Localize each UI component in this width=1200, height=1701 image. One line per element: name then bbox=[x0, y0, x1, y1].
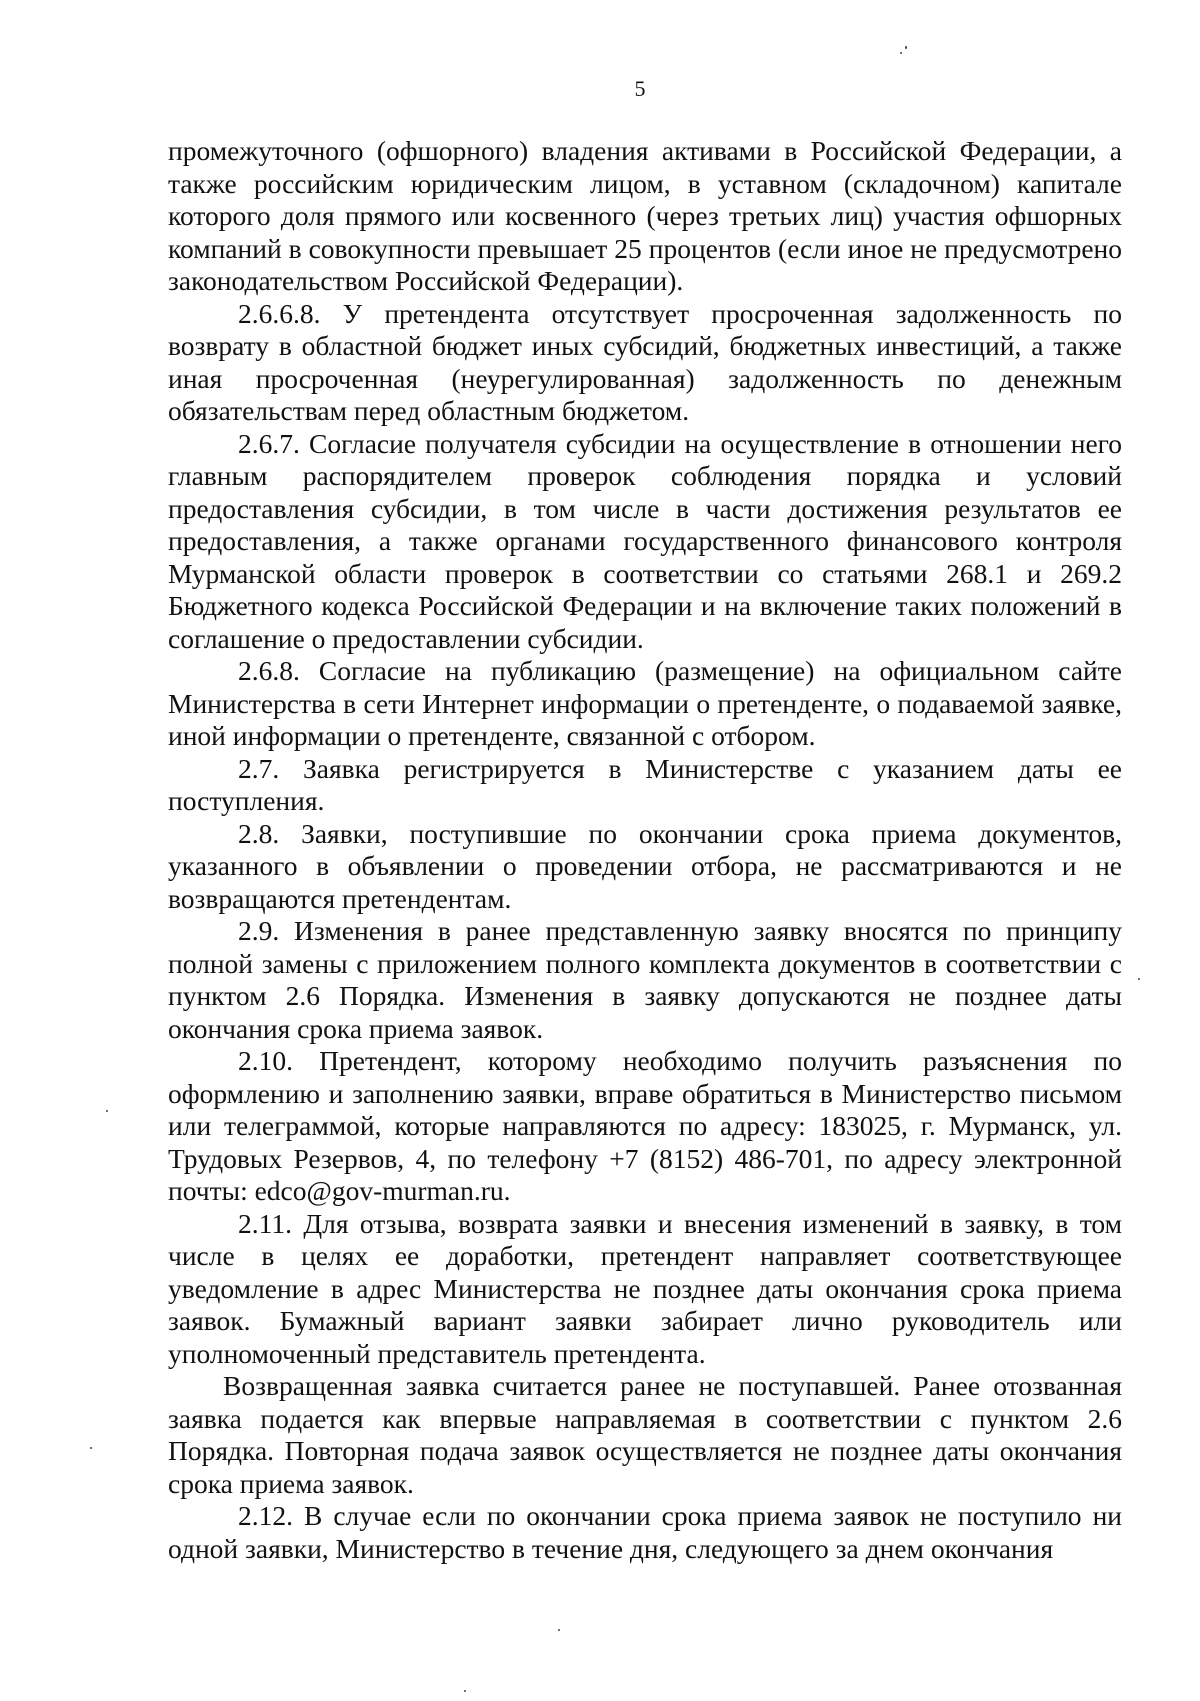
scan-speck bbox=[1138, 978, 1140, 980]
paragraph-2-6-6-8: 2.6.6.8. У претендента отсутствует просроченная задолженность по возврату в областной бюджет иных субсидий, бюджетных инвестиций, а также иная просроченная (неурегулированная) задолженность по денежным обязательствам перед областным бюджетом. bbox=[168, 297, 1122, 426]
paragraph-2-8: 2.8. Заявки, поступившие по окончании срока приема документов, указанного в объявлении о проведении отбора, не рассматриваются и не возвращаются претендентам. bbox=[168, 817, 1122, 914]
page-number: 5 bbox=[634, 76, 646, 101]
paragraph-returned-application: Возвращенная заявка считается ранее не поступавшей. Ранее отозванная заявка подается как впервые направляемая в соответствии с пунктом 2.6 Порядка. Повторная подача заявок осуществляется не позднее даты окончания срока приема заявок. bbox=[168, 1370, 1122, 1499]
document-body bbox=[168, 135, 1122, 1565]
paragraph-2-6-8: 2.6.8. Согласие на публикацию (размещение) на официальном сайте Министерства в сети Интернет информации о претенденте, о подаваемой заявке, иной информации о претенденте, связанной с отбором. bbox=[168, 655, 1122, 751]
scan-speck bbox=[558, 1629, 560, 1631]
paragraph-offshore-continuation: промежуточного (офшорного) владения активами в Российской Федерации, а также российским юридическим лицом, в уставном (складочном) капитале которого доля прямого или косвенного (через третьих лиц) участия офшорных компаний в совокупности превышает 25 процентов (если иное не предусмотрено законодательством Российской Федерации). bbox=[168, 135, 1122, 296]
paragraph-2-9: 2.9. Изменения в ранее представленную заявку вносятся по принципу полной замены с приложением полного комплекта документов в соответствии с пунктом 2.6 Порядка. Изменения в заявку допускаются не позднее даты окончания срока приема заявок. bbox=[168, 915, 1122, 1044]
paragraph-2-7: 2.7. Заявка регистрируется в Министерстве с указанием даты ее поступления. bbox=[168, 752, 1122, 816]
scan-speck bbox=[106, 1110, 108, 1112]
scan-speck bbox=[905, 46, 907, 49]
paragraph-2-12: 2.12. В случае если по окончании срока приема заявок не поступило ни одной заявки, Министерство в течение дня, следующего за днем окончания bbox=[168, 1500, 1122, 1564]
paragraph-2-6-7: 2.6.7. Согласие получателя субсидии на осуществление в отношении него главным распорядителем проверок соблюдения порядка и условий предоставления субсидии, в том числе в части достижения результатов ее предоставления, а также органами государственного финансового контроля Мурманской области проверок в соответствии со статьями 268.1 и 269.2 Бюджетного кодекса Российской Федерации и на включение таких положений в соглашение о предоставлении субсидии. bbox=[168, 427, 1122, 654]
scan-speck bbox=[900, 52, 902, 54]
scan-speck bbox=[464, 1690, 466, 1692]
scan-speck bbox=[90, 1447, 92, 1449]
paragraph-2-11: 2.11. Для отзыва, возврата заявки и внесения изменений в заявку, в том числе в целях ее доработки, претендент направляет соответствующее уведомление в адрес Министерства не позднее даты окончания срока приема заявок. Бумажный вариант заявки забирает лично руководитель или уполномоченный представитель претендента. bbox=[168, 1207, 1122, 1369]
paragraph-2-10: 2.10. Претендент, которому необходимо получить разъяснения по оформлению и заполнению заявки, вправе обратиться в Министерство письмом или телеграммой, которые направляются по адресу: 183025, г. Мурманск, ул. Трудовых Резервов, 4, по телефону +7 (8152) 486-701, по адресу электронной почты: edco@gov-murman.ru. bbox=[168, 1045, 1122, 1206]
